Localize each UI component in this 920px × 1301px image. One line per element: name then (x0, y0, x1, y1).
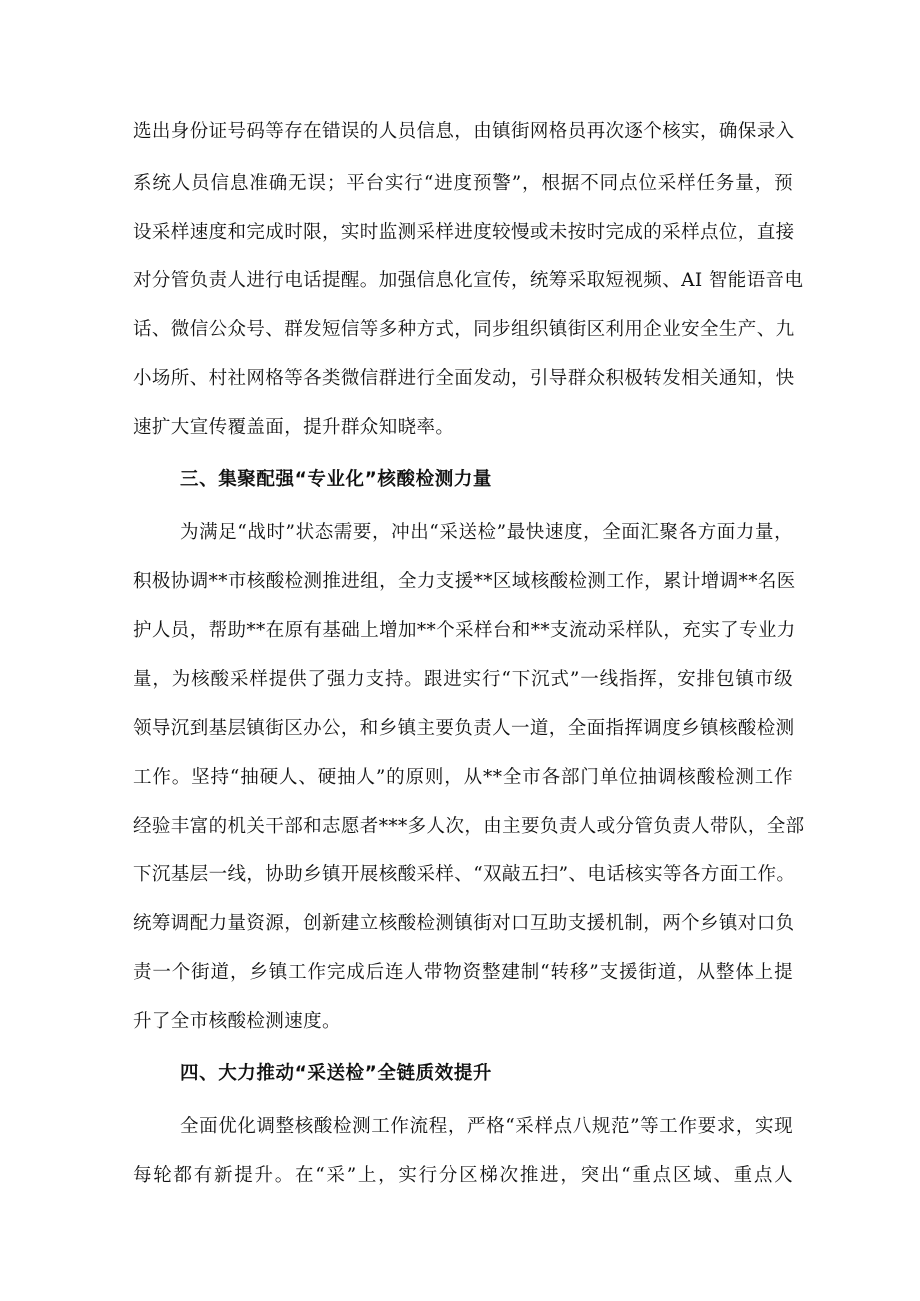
paragraph-line: 工作。坚持“抽硬人、硬抽人”的原则，从**全市各部门单位抽调核酸检测工作 (133, 767, 793, 788)
paragraph-line: 为满足“战时”状态需要，冲出“采送检”最快速度，全面汇聚各方面力量， (180, 522, 793, 543)
paragraph-line: 话、微信公众号、群发短信等多种方式，同步组织镇街区利用企业安全生产、九 (133, 319, 795, 340)
paragraph-line: 积极协调**市核酸检测推进组，全力支援**区域核酸检测工作，累计增调**名医 (133, 571, 796, 592)
paragraph-line: 量，为核酸采样提供了强力支持。跟进实行“下沉式”一线指挥，安排包镇市级 (133, 669, 793, 690)
paragraph-line: 设采样速度和完成时限，实时监测采样进度较慢或未按时完成的采样点位，直接 (133, 222, 795, 243)
section-heading-4: 四、大力推动“采送检”全链质效提升 (180, 1063, 493, 1084)
paragraph-line: 系统人员信息准确无误；平台实行“进度预警”，根据不同点位采样任务量，预 (133, 173, 793, 194)
paragraph-line: 护人员，帮助**在原有基础上增加**个采样台和**支流动采样队，充实了专业力 (133, 620, 796, 641)
paragraph-line: 对分管负责人进行电话提醒。加强信息化宣传，统筹采取短视频、AI 智能语音电 (133, 270, 804, 291)
section-heading-3: 三、集聚配强“专业化”核酸检测力量 (180, 469, 493, 490)
paragraph-line: 选出身份证号码等存在错误的人员信息，由镇街网格员再次逐个核实，确保录入 (133, 121, 795, 142)
paragraph-line: 全面优化调整核酸检测工作流程，严格“采样点八规范”等工作要求，实现 (180, 1116, 793, 1137)
paragraph-line: 小场所、村社网格等各类微信群进行全面发动，引导群众积极转发相关通知，快 (133, 368, 795, 389)
paragraph-line: 下沉基层一线，协助乡镇开展核酸采样、“双敲五扫”、电话核实等各方面工作。 (133, 864, 796, 885)
paragraph-line: 统筹调配力量资源，创新建立核酸检测镇街对口互助支援机制，两个乡镇对口负 (133, 913, 795, 934)
paragraph-line: 责一个街道，乡镇工作完成后连人带物资整建制“转移”支援街道，从整体上提 (133, 962, 793, 983)
paragraph-line: 经验丰富的机关干部和志愿者***多人次，由主要负责人或分管负责人带队，全部 (133, 816, 805, 837)
paragraph-line: 升了全市核酸检测速度。 (133, 1011, 341, 1032)
paragraph-line: 领导沉到基层镇街区办公，和乡镇主要负责人一道，全面指挥调度乡镇核酸检测 (133, 718, 795, 739)
paragraph-line: 每轮都有新提升。在“采”上，实行分区梯次推进，突出“重点区域、重点人 (133, 1165, 793, 1186)
paragraph-line: 速扩大宣传覆盖面，提升群众知晓率。 (133, 417, 455, 438)
